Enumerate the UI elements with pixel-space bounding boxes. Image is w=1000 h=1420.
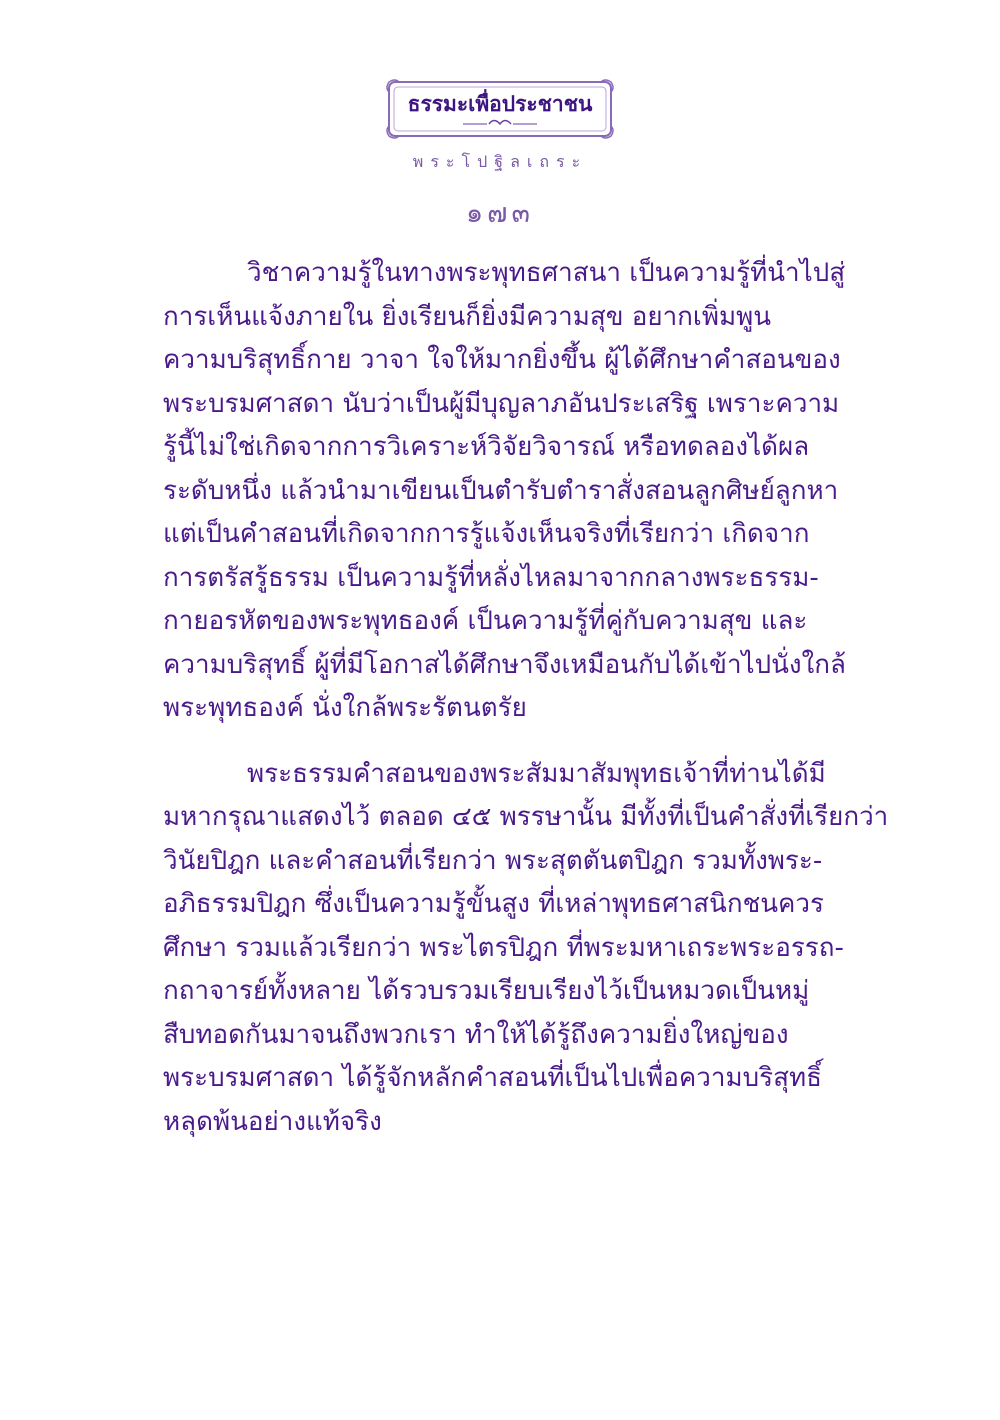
text-line: แต่เป็นคำสอนที่เกิดจากการรู้แจ้งเห็นจริงที่เรียกว่า เกิดจาก [163, 519, 810, 549]
page-number: ๑๗๓ [466, 198, 534, 229]
book-logo [385, 78, 615, 140]
text-line: พระบรมศาสดา นับว่าเป็นผู้มีบุญลาภอันประเสริฐ เพราะความ [163, 388, 840, 419]
text-line: ความบริสุทธิ์กาย วาจา ใจให้มากยิ่งขึ้น ผู้ได้ศึกษาคำสอนของ [163, 345, 841, 375]
text-line: ความบริสุทธิ์ ผู้ที่มีโอกาสได้ศึกษาจึงเหมือนกับได้เข้าไปนั่งใกล้ [163, 649, 846, 680]
logo-title: ธรรมะเพื่อประชาชน [407, 92, 593, 116]
text-line: รู้นี้ไม่ใช่เกิดจากการวิเคราะห์วิจัยวิจารณ์ หรือทดลองได้ผล [163, 432, 810, 462]
text-line: กายอรหัตของพระพุทธองค์ เป็นความรู้ที่คู่กับความสุข และ [163, 606, 808, 636]
text-line: การเห็นแจ้งภายใน ยิ่งเรียนก็ยิ่งมีความสุข อยากเพิ่มพูน [163, 301, 772, 332]
text-line: วินัยปิฎก และคำสอนที่เรียกว่า พระสุตตันตปิฎก รวมทั้งพระ- [163, 845, 823, 876]
paragraph [163, 252, 868, 731]
text-line: ศึกษา รวมแล้วเรียกว่า พระไตรปิฎก ที่พระมหาเถระพระอรรถ- [163, 932, 844, 963]
text-line: มหากรุณาแสดงไว้ ตลอด ๔๕ พรรษานั้น มีทั้งที่เป็นคำสั่งที่เรียกว่า [163, 802, 889, 832]
page-header [0, 78, 1000, 234]
text-line: สืบทอดกันมาจนถึงพวกเรา ทำให้ได้รู้ถึงความยิ่งใหญ่ของ [163, 1019, 789, 1050]
paragraph [163, 753, 889, 1145]
body-text [163, 252, 889, 1144]
text-line: พระธรรมคำสอนของพระสัมมาสัมพุทธเจ้าที่ท่านได้มี [247, 758, 826, 789]
text-line: พระบรมศาสดา ได้รู้จักหลักคำสอนที่เป็นไปเพื่อความบริสุทธิ์ [163, 1063, 822, 1093]
text-line: หลุดพ้นอย่างแท้จริง [163, 1106, 382, 1137]
text-line: ระดับหนึ่ง แล้วนำมาเขียนเป็นตำรับตำราสั่งสอนลูกศิษย์ลูกหา [163, 475, 839, 506]
text-line: การตรัสรู้ธรรม เป็นความรู้ที่หลั่งไหลมาจากกลางพระธรรม- [163, 562, 819, 593]
text-line: พระพุทธองค์ นั่งใกล้พระรัตนตรัย [163, 693, 527, 723]
text-line: วิชาความรู้ในทางพระพุทธศาสนา เป็นความรู้ที่นำไปสู่ [247, 258, 846, 288]
text-line: กถาจารย์ทั้งหลาย ได้รวบรวมเรียบเรียงไว้เป็นหมวดเป็นหมู่ [163, 976, 810, 1006]
author-name: พระโปฐิลเถระ [412, 152, 588, 171]
text-line: อภิธรรมปิฎก ซึ่งเป็นความรู้ขั้นสูง ที่เหล่าพุทธศาสนิกชนควร [163, 889, 824, 919]
